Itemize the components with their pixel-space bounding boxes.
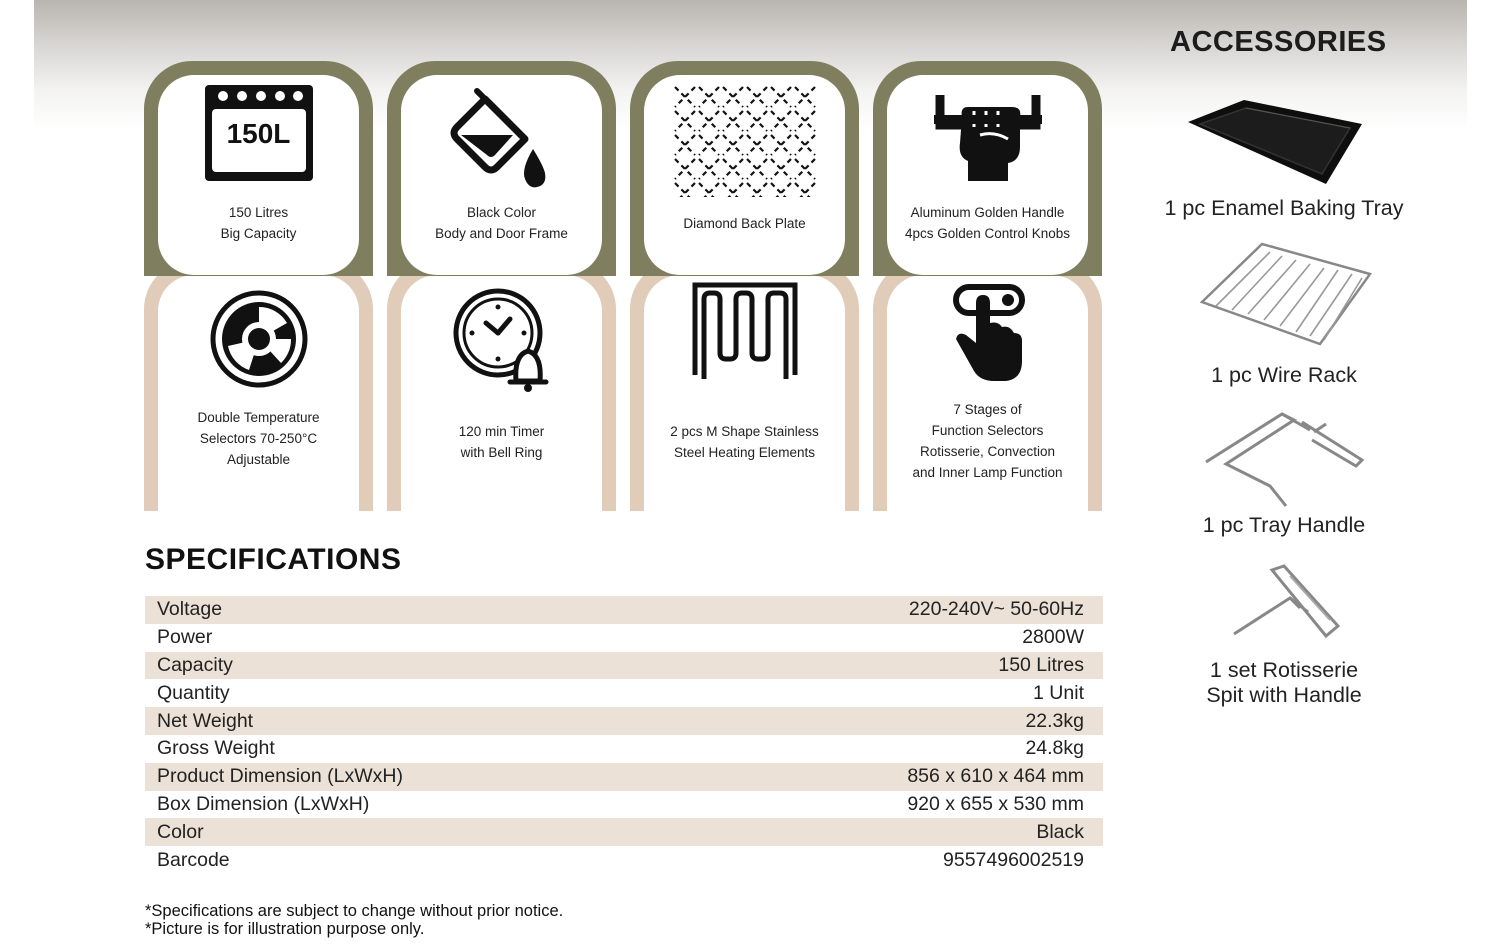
disclaimer-notes	[145, 902, 563, 938]
spec-value: 9557496002519	[943, 848, 1084, 871]
table-row	[145, 818, 1103, 846]
feature-card-backplate	[630, 61, 859, 276]
accessory-label: 1 pc Wire Rack	[1211, 363, 1357, 387]
table-row	[145, 596, 1103, 624]
table-row	[145, 679, 1103, 707]
feature-caption	[648, 421, 841, 463]
baking-tray-icon	[1186, 96, 1366, 188]
specifications-title: SPECIFICATIONS	[145, 543, 402, 576]
table-row	[145, 707, 1103, 735]
caption-line: Double Temperature	[197, 410, 320, 425]
table-row	[145, 735, 1103, 763]
table-row	[145, 791, 1103, 819]
spec-label: Gross Weight	[157, 737, 275, 760]
accessory-item	[1148, 658, 1420, 708]
spec-value: 150 Litres	[998, 653, 1084, 676]
spec-label: Product Dimension (LxWxH)	[157, 765, 403, 788]
accessory-label: 1 pc Tray Handle	[1202, 513, 1366, 537]
accessory-label: Spit with Handle	[1206, 683, 1362, 707]
specifications-table	[145, 596, 1103, 874]
tray-handle-icon	[1202, 410, 1370, 510]
feature-card-selectors	[873, 261, 1102, 511]
diamond-pattern-icon	[673, 85, 817, 197]
spec-value: 22.3kg	[1025, 709, 1084, 732]
feature-caption	[891, 399, 1084, 483]
caption-line: Adjustable	[226, 452, 291, 467]
wire-rack-icon	[1198, 240, 1374, 348]
oven-capacity-label: 150L	[226, 118, 291, 149]
feature-caption	[162, 407, 355, 470]
caption-line: 7 Stages of	[953, 402, 1022, 417]
fist-handle-icon	[934, 91, 1042, 181]
accessory-item	[1148, 363, 1420, 388]
clock-bell-icon	[452, 285, 552, 393]
feature-card-heating	[630, 261, 859, 511]
disclaimer-line: *Specifications are subject to change without prior notice.	[145, 902, 564, 920]
table-row	[145, 652, 1103, 680]
caption-line: Diamond Back Plate	[683, 216, 806, 231]
spec-value: 1 Unit	[1033, 681, 1084, 704]
feature-caption	[648, 213, 841, 234]
caption-line: with Bell Ring	[460, 445, 543, 460]
accessory-item	[1148, 196, 1420, 221]
caption-line: Big Capacity	[220, 226, 297, 241]
feature-caption	[891, 202, 1084, 244]
accessory-label: 1 set Rotisserie	[1209, 658, 1359, 682]
table-row	[145, 846, 1103, 874]
accessories-title: ACCESSORIES	[1170, 26, 1387, 58]
caption-line: Body and Door Frame	[435, 226, 568, 241]
spec-label: Quantity	[157, 681, 230, 704]
feature-card-handle	[873, 61, 1102, 276]
finger-press-icon	[948, 281, 1028, 385]
spec-value: 2800W	[1022, 626, 1084, 649]
feature-caption	[405, 202, 598, 244]
accessory-label: 1 pc Enamel Baking Tray	[1164, 196, 1404, 220]
caption-line: Selectors 70-250°C	[199, 431, 318, 446]
oven-150l-icon	[203, 83, 315, 183]
spec-label: Power	[157, 626, 213, 649]
rotisserie-spit-icon	[1230, 564, 1342, 644]
table-row	[145, 763, 1103, 791]
feature-caption	[405, 421, 598, 463]
caption-line: 120 min Timer	[458, 424, 545, 439]
table-row	[145, 624, 1103, 652]
feature-card-color	[387, 61, 616, 276]
caption-line: 2 pcs M Shape Stainless	[670, 424, 819, 439]
caption-line: Black Color	[466, 205, 537, 220]
spec-value: 220-240V~ 50-60Hz	[908, 598, 1084, 621]
spec-label: Box Dimension (LxWxH)	[157, 792, 370, 815]
spec-value: 24.8kg	[1025, 737, 1084, 760]
heating-element-icon	[692, 281, 798, 381]
disclaimer-line: *Picture is for illustration purpose only.	[145, 920, 425, 938]
caption-line: Aluminum Golden Handle	[910, 205, 1065, 220]
left-margin	[0, 0, 34, 945]
accessory-item	[1148, 513, 1420, 538]
feature-caption	[162, 202, 355, 244]
caption-line: and Inner Lamp Function	[912, 465, 1063, 480]
caption-line: 4pcs Golden Control Knobs	[904, 226, 1071, 241]
spec-label: Color	[157, 820, 204, 843]
spec-label: Net Weight	[157, 709, 254, 732]
spec-value: 856 x 610 x 464 mm	[907, 765, 1084, 788]
spec-value: Black	[1036, 820, 1084, 843]
spec-value: 920 x 655 x 530 mm	[907, 792, 1084, 815]
feature-card-timer	[387, 261, 616, 511]
caption-line: Steel Heating Elements	[673, 445, 816, 460]
caption-line: Function Selectors	[931, 423, 1044, 438]
caption-line: 150 Litres	[228, 205, 289, 220]
feature-card-temperature	[144, 261, 373, 511]
feature-card-capacity	[144, 61, 373, 276]
spec-label: Voltage	[157, 598, 223, 621]
caption-line: Rotisserie, Convection	[919, 444, 1056, 459]
spec-label: Capacity	[157, 653, 233, 676]
temperature-dial-icon	[209, 289, 309, 389]
spec-label: Barcode	[157, 848, 230, 871]
paint-bucket-icon	[447, 85, 557, 191]
